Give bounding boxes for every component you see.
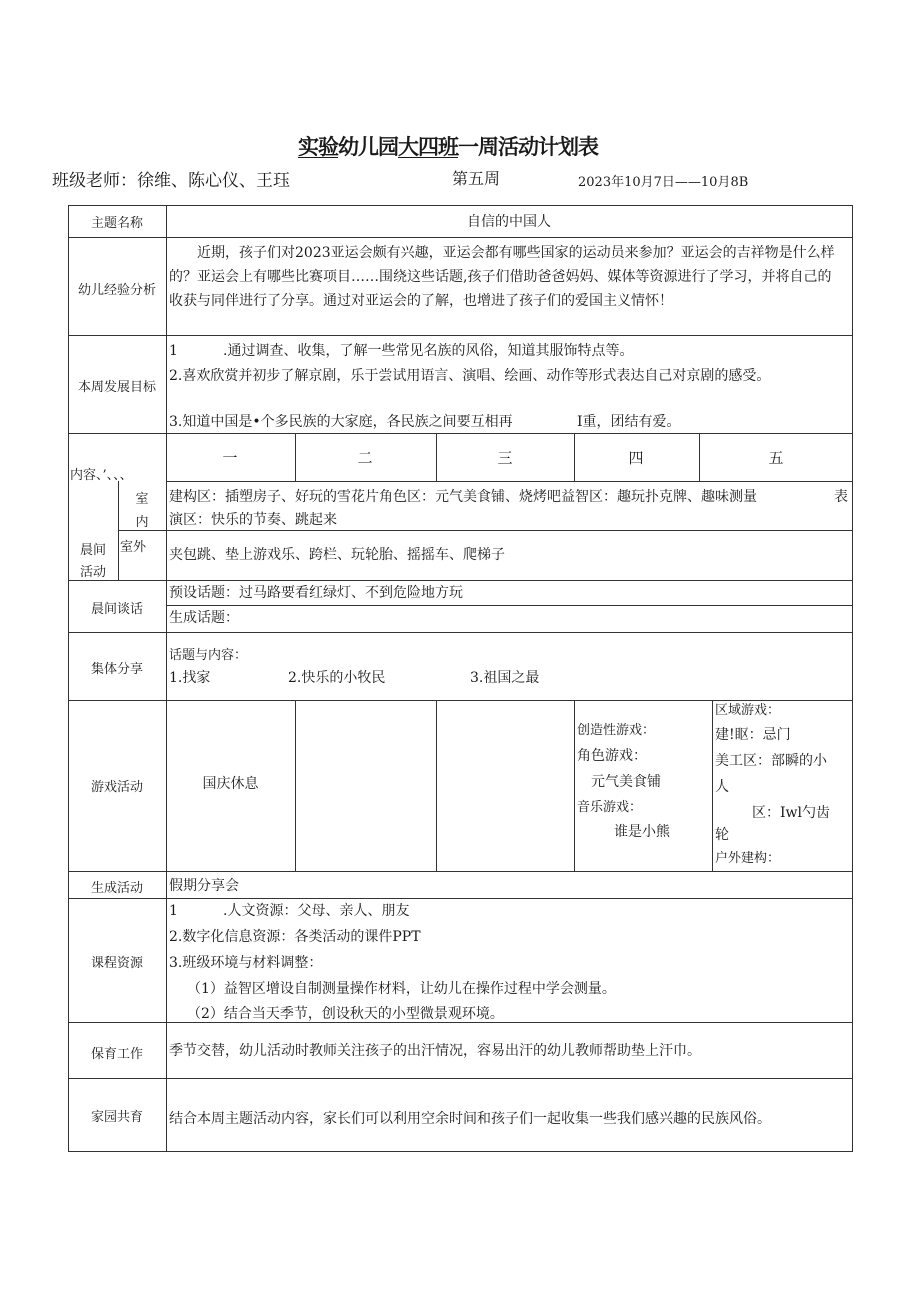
- game-d5-line4: 人: [715, 779, 729, 795]
- care-value: 季节交替，幼儿活动时教师关注孩子的出汗情况，容易出汗的幼儿教师帮助垫上汗巾。: [169, 1043, 701, 1059]
- game-d5-line5: 区：Iwl勺齿: [752, 805, 830, 821]
- indoor-activities-tail: 表: [834, 489, 848, 505]
- day-3: 三: [497, 449, 513, 467]
- table-divider: [68, 335, 853, 336]
- resource-1-text: .人文资源：父母、亲人、朋友: [223, 903, 410, 919]
- care-label: 保育工作: [90, 1047, 143, 1062]
- table-border: [68, 205, 69, 1152]
- table-border: [68, 205, 853, 206]
- table-border: [852, 205, 853, 1152]
- resource-3b-text: （2）结合当天季节，创设秋天的小型微景观环境。: [187, 1006, 504, 1022]
- title-class: 大四班: [398, 135, 458, 159]
- table-divider: [574, 700, 575, 871]
- table-divider: [436, 433, 437, 481]
- table-divider: [574, 433, 575, 481]
- game-d5-line1: 区域游戏：: [715, 703, 781, 718]
- class-teachers: 班级老师：徐维、陈心仪、王珏: [52, 171, 290, 191]
- game-d4-line3: 元气美食铺: [591, 774, 661, 790]
- table-divider: [699, 433, 700, 481]
- talk-generated: 生成话题：: [169, 610, 239, 626]
- table-divider: [68, 580, 853, 581]
- indoor-label: 室: [135, 492, 149, 507]
- experience-text: 近期，孩子们对2023亚运会颇有兴趣，亚运会都有哪些国家的运动员来参加？亚运会的吉祥物是什么样的？亚运会上有哪些比赛项目……围绕这些话题,孩子们借助爸爸妈妈、媒体等资源进行了学习，并将自己的收获与同伴进行了分享。通过对亚运会的了解，也增进了孩子们的爱国主义情怀！: [169, 245, 835, 309]
- game-d4-line1: 创造性游戏：: [577, 723, 656, 738]
- table-divider: [68, 632, 853, 633]
- table-divider: [68, 237, 853, 238]
- home-label: 家园共育: [90, 1110, 143, 1125]
- table-divider: [68, 433, 853, 434]
- table-divider: [295, 433, 296, 481]
- game-d4-line5: 谁是小熊: [614, 824, 670, 840]
- generated-activity-value: 假期分享会: [169, 878, 239, 894]
- goal-3-tail: I重，团结有爱。: [577, 414, 681, 430]
- share-item-2: 2.快乐的小牧民: [288, 670, 386, 686]
- resources-label: 课程资源: [90, 956, 143, 971]
- goals-label: 本周发展目标: [77, 380, 156, 395]
- goal-2-text: 2.喜欢欣赏并初步了解京剧，乐于尝试用语言、演唱、绘画、动作等形式表达自己对京剧的感受。: [169, 368, 771, 384]
- table-divider: [166, 205, 167, 1152]
- talk-label: 晨间谈话: [90, 602, 143, 617]
- generated-activity-label: 生成活动: [90, 881, 143, 896]
- title-rest: 一周活动计划表: [458, 135, 598, 159]
- outdoor-activities: 夹包跳、垫上游戏乐、跨栏、玩轮胎、摇摇车、爬梯子: [169, 547, 505, 563]
- day-4: 四: [628, 449, 644, 467]
- title-school: 实验: [298, 135, 338, 159]
- theme-label: 主题名称: [90, 216, 143, 231]
- resource-3a-text: （1）益智区增设自制测量操作材料，让幼儿在操作过程中学会测量。: [187, 981, 616, 997]
- resource-2-text: 2.数字化信息资源：各类活动的课件PPT: [169, 929, 421, 945]
- game-d4-line4: 音乐游戏：: [577, 800, 643, 815]
- table-divider: [68, 1078, 853, 1079]
- morning-activity-label: 晨间: [79, 543, 106, 558]
- table-divider: [712, 700, 713, 871]
- table-divider: [166, 481, 853, 482]
- table-divider: [295, 700, 296, 871]
- day-2: 二: [357, 449, 373, 467]
- table-divider: [118, 530, 853, 531]
- table-border: [68, 1151, 853, 1152]
- days-label: 内容、’、、、: [70, 468, 133, 483]
- experience-label: 幼儿经验分析: [77, 283, 156, 298]
- share-item-3: 3.祖国之最: [470, 670, 540, 686]
- home-value: 结合本周主题活动内容，家长们可以利用空余时间和孩子们一起收集一些我们感兴趣的民族风俗。: [169, 1111, 771, 1127]
- share-label: 集体分享: [90, 662, 143, 677]
- theme-value: 自信的中国人: [467, 214, 551, 230]
- games-label: 游戏活动: [90, 780, 143, 795]
- holiday-note: 国庆休息: [202, 776, 259, 792]
- goal-1-number: 1: [169, 343, 178, 359]
- table-divider: [68, 700, 853, 701]
- share-intro: 话题与内容：: [169, 648, 248, 663]
- goal-1-text: .通过调查、收集，了解一些常见名族的风俗，知道其服饰特点等。: [223, 343, 634, 359]
- game-d5-line2: 建!眍：忌门: [715, 727, 791, 743]
- table-divider: [68, 898, 853, 899]
- day-5: 五: [768, 449, 784, 467]
- game-d5-line7: 户外建构：: [715, 851, 781, 866]
- share-item-1: 1.找家: [169, 670, 211, 686]
- table-divider: [166, 605, 853, 606]
- indoor-activities-2: 演区：快乐的节奏、跳起来: [169, 512, 337, 528]
- table-divider: [68, 871, 853, 872]
- outdoor-label: 室外: [119, 540, 146, 555]
- game-d4-line2: 角色游戏：: [577, 748, 647, 764]
- talk-preset: 预设话题：过马路要看红绿灯、不到危险地方玩: [169, 585, 463, 601]
- resource-1-number: 1: [169, 903, 178, 919]
- resource-3-text: 3.班级环境与材料调整：: [169, 955, 323, 971]
- week-number: 第五周: [452, 169, 501, 188]
- indoor-activities: 建构区：插塑房子、好玩的雪花片角色区：元气美食铺、烧烤吧益智区：趣玩扑克牌、趣味测量: [169, 489, 757, 505]
- date-range: 2023年10月7日——10月8B: [578, 175, 749, 190]
- title-kindergarten: 幼儿园: [338, 135, 398, 159]
- game-d5-line6: 轮: [715, 827, 729, 843]
- table-divider: [436, 700, 437, 871]
- day-1: 一: [222, 449, 238, 467]
- game-d5-line3: 美工区：部瞬的小: [715, 753, 827, 769]
- morning-activity-label-2: 活动: [79, 565, 106, 580]
- page-title: [298, 131, 598, 161]
- goal-3-text: 3.知道中国是•个多民族的大家庭，各民族之间要互相再: [169, 414, 513, 430]
- indoor-label-2: 内: [135, 515, 149, 530]
